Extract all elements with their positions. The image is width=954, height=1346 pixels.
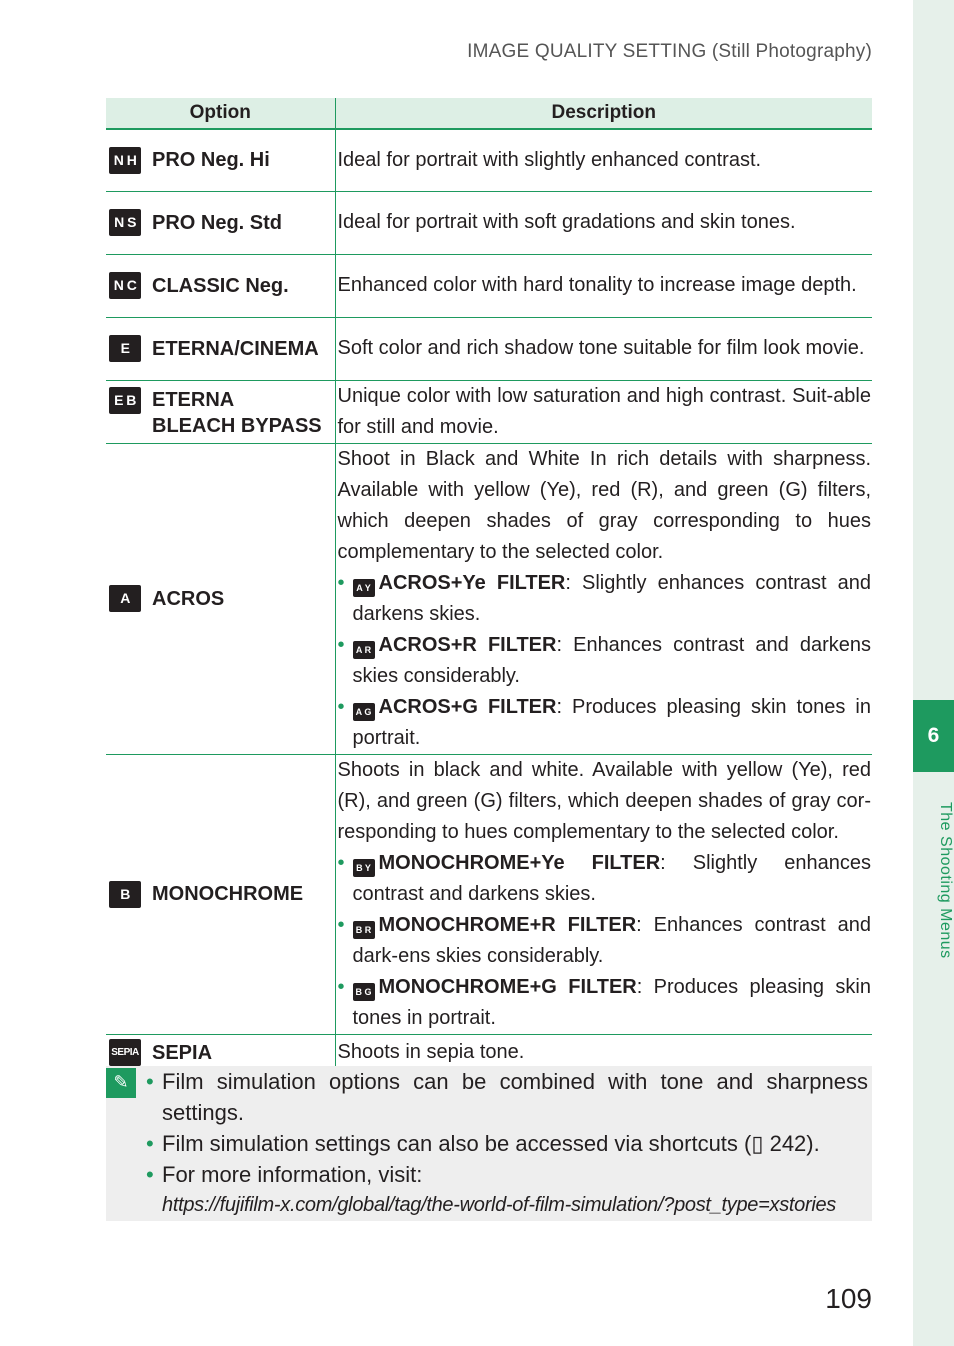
filter-list (338, 568, 872, 754)
list-item (338, 630, 872, 692)
option-name-line1: ETERNA (152, 389, 235, 411)
table-row (106, 254, 872, 317)
table-row (106, 443, 872, 754)
description-cell (335, 754, 872, 1034)
pro-neg-hi-icon: N H (109, 147, 141, 174)
filter-name: ACROS+R FILTER (378, 633, 557, 656)
description-text: Enhanced color with hard tonality to increase image depth. (337, 274, 857, 296)
page-number: 109 (825, 1283, 872, 1314)
filter-text: : Produces pleasing skin tones in portrait. (352, 975, 871, 1029)
filter-text: : Slightly enhances contrast and darkens skies. (352, 851, 871, 905)
description-text: Shoot in Black and White In rich details with sharpness. Available with yellow (Ye), red (R), and green (G) filters, which deepen shades of gray corresponding to hues complementary to the selected color. (337, 447, 871, 563)
table-header-row (106, 98, 872, 129)
filter-name: ACROS+G FILTER (378, 695, 557, 718)
description-text: Shoots in black and white. Available with yellow (Ye), red (R), and green (G) filters, which deepen shades of gray cor-responding to hues complementary to the selected color. (337, 758, 871, 843)
filter-name: MONOCHROME+G FILTER (378, 975, 637, 998)
filter-list (338, 848, 872, 1034)
filter-name: ACROS+Ye FILTER (378, 571, 566, 594)
monochrome-g-icon: B G (353, 983, 375, 1001)
option-name: MONOCHROME (152, 883, 304, 905)
filter-name: MONOCHROME+R FILTER (378, 913, 637, 936)
classic-neg-icon: N C (109, 272, 141, 299)
chapter-title: The Shooting Menus (937, 801, 954, 959)
option-name: PRO Neg. Hi (152, 149, 270, 172)
list-item (146, 1159, 868, 1221)
list-item: • Film simulation settings can also be accessed via shortcuts (▯ 242). (146, 1128, 868, 1159)
running-header: IMAGE QUALITY SETTING (Still Photography) (467, 41, 872, 62)
note-text: For more information, visit: (162, 1162, 423, 1187)
table-row (106, 129, 872, 191)
acros-r-icon: A R (353, 641, 375, 659)
option-cell (106, 317, 335, 380)
list-item (338, 692, 872, 754)
table-row (106, 754, 872, 1034)
table-row (106, 191, 872, 254)
note-list (146, 1066, 868, 1221)
chapter-number-tab[interactable]: 6 (913, 700, 954, 772)
option-name: SEPIA (152, 1041, 213, 1064)
option-column-header: Option (106, 98, 335, 129)
table-row (106, 380, 872, 443)
monochrome-icon: B (109, 881, 141, 908)
description-cell (335, 129, 872, 191)
option-name: ACROS (152, 587, 225, 610)
option-name-line2: BLEACH BYPASS (152, 415, 322, 437)
filter-name: MONOCHROME+Ye FILTER (378, 851, 661, 874)
description-cell (335, 317, 872, 380)
acros-ye-icon: A Y (353, 579, 375, 597)
eterna-bleach-bypass-icon: E B (109, 387, 141, 414)
description-text: Unique color with low saturation and high contrast. Suit-able for still and movie. (337, 384, 871, 438)
filter-text: : Slightly enhances contrast and darkens skies. (352, 571, 871, 625)
side-band (913, 0, 954, 1346)
option-cell (106, 129, 335, 191)
description-text: Soft color and rich shadow tone suitable for film look movie. (337, 337, 865, 359)
film-simulation-table (106, 98, 872, 1071)
filter-text: : Enhances contrast and dark-ens skies considerably. (352, 913, 871, 967)
description-text: Shoots in sepia tone. (337, 1041, 525, 1064)
description-cell (335, 443, 872, 754)
acros-g-icon: A G (353, 703, 375, 721)
option-cell (106, 754, 335, 1034)
list-item (338, 568, 872, 630)
option-name: PRO Neg. Std (152, 211, 283, 234)
description-cell (335, 254, 872, 317)
pro-neg-std-icon: N S (109, 209, 141, 236)
monochrome-ye-icon: B Y (353, 859, 375, 877)
list-item (338, 848, 872, 910)
pencil-note-icon: ✎ (106, 1068, 136, 1098)
eterna-cinema-icon: E (109, 335, 141, 362)
monochrome-r-icon: B R (353, 921, 375, 939)
filter-text: : Produces pleasing skin tones in portrait. (352, 695, 871, 749)
option-cell (106, 443, 335, 754)
description-cell (335, 191, 872, 254)
sepia-icon: SEPIA (109, 1039, 141, 1066)
option-name: ETERNA/CINEMA (152, 337, 319, 360)
description-column-header: Description (335, 98, 872, 129)
option-cell (106, 254, 335, 317)
note-box (106, 1066, 872, 1221)
description-text: Ideal for portrait with slightly enhanced contrast. (337, 148, 762, 171)
description-cell (335, 380, 872, 443)
film-simulation-link[interactable]: https://fujifilm-x.com/global/tag/the-world-of-film-simulation/?post_type=xstories (162, 1194, 837, 1216)
acros-icon: A (109, 585, 141, 612)
list-item (338, 972, 872, 1034)
filter-text: : Enhances contrast and darkens skies considerably. (352, 633, 871, 687)
description-text: Ideal for portrait with soft gradations and skin tones. (337, 211, 796, 233)
table-row (106, 317, 872, 380)
list-item (338, 910, 872, 972)
list-item: • Film simulation options can be combined with tone and sharpness settings. (146, 1066, 868, 1128)
option-name: CLASSIC Neg. (152, 274, 289, 297)
option-cell (106, 191, 335, 254)
option-cell (106, 380, 335, 443)
